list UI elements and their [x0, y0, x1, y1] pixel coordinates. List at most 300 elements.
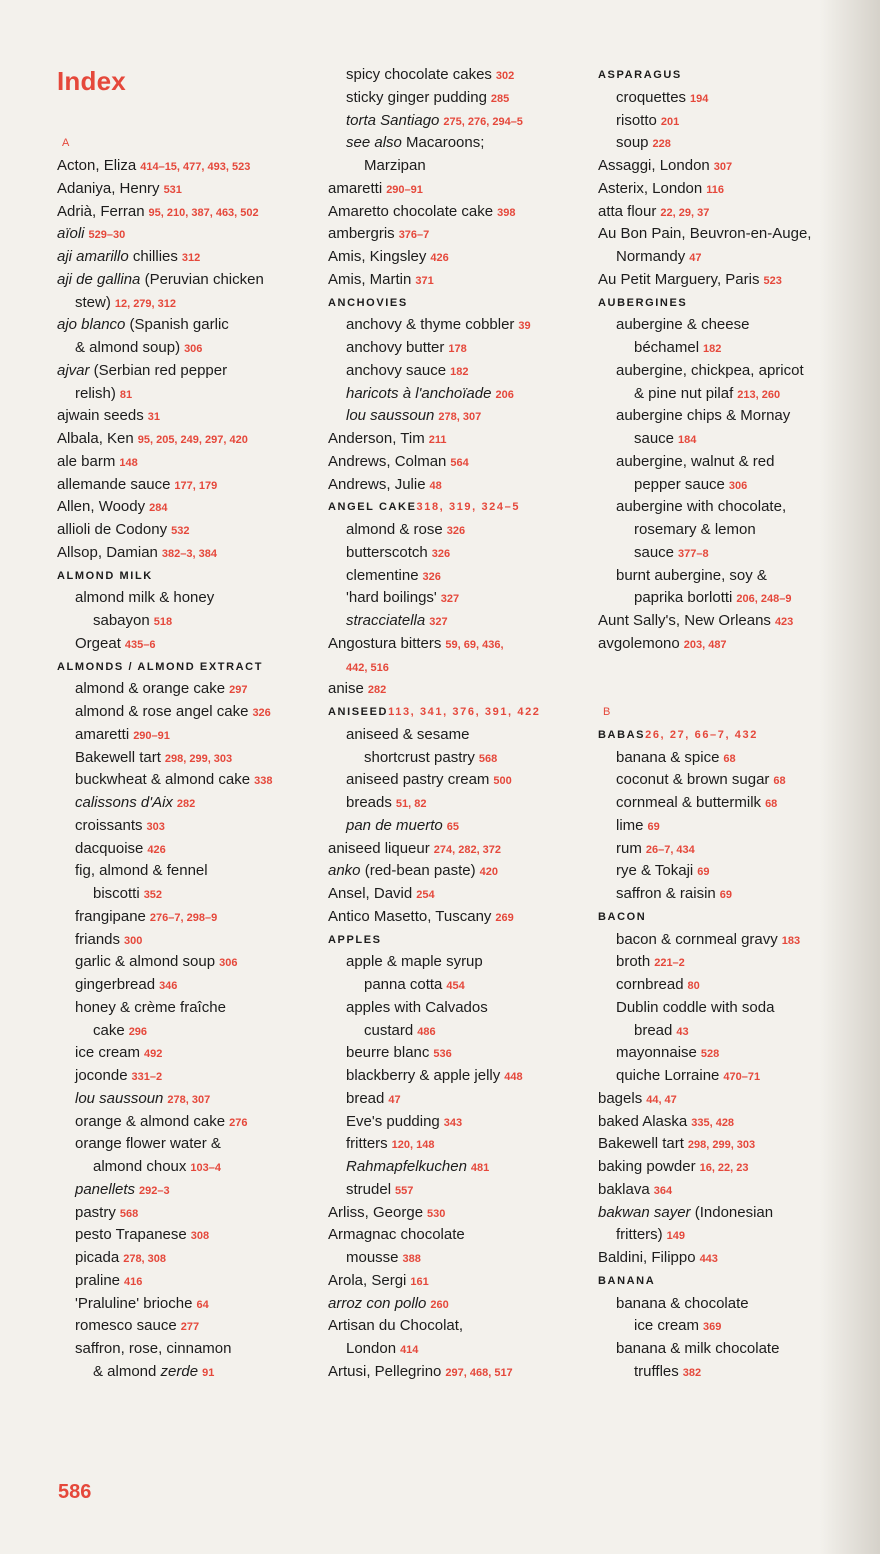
page-refs: 435–6 — [124, 638, 156, 651]
index-subentry — [598, 405, 868, 428]
page-refs: 48 — [429, 479, 442, 492]
page-refs: 486 — [417, 1025, 436, 1038]
entry-text: aniseed liqueur — [328, 839, 430, 857]
entry-text: beurre blanc — [346, 1044, 430, 1062]
index-subentry — [598, 132, 868, 155]
entry-text: sauce — [634, 430, 675, 447]
page-refs: 91 — [202, 1366, 215, 1379]
index-subentry — [328, 1338, 590, 1361]
index-subentry — [57, 1338, 319, 1361]
entry-text: aubergine chips & Mornay — [616, 407, 791, 425]
page-refs: 64 — [196, 1298, 209, 1311]
page-refs: 68 — [723, 752, 736, 765]
index-subentry — [598, 929, 868, 952]
page-refs: 22, 29, 37 — [660, 206, 710, 219]
index-entry — [598, 1111, 868, 1134]
index-subentry — [57, 1088, 319, 1111]
entry-text: 'hard boilings' — [346, 589, 437, 607]
entry-text: allemande sauce — [57, 475, 171, 493]
entry-text: orange flower water & — [75, 1135, 221, 1153]
index-entry — [57, 428, 319, 451]
entry-text: Andrews, Colman — [328, 452, 447, 470]
entry-text: panna cotta — [364, 976, 443, 993]
index-entry — [57, 246, 319, 269]
entry-text: saffron, rose, cinnamon — [75, 1340, 232, 1357]
entry-text: lou saussoun — [346, 407, 435, 425]
entry-text: aubergine, walnut & red — [616, 452, 775, 470]
entry-text: cake — [93, 1021, 125, 1039]
index-entry — [328, 1361, 590, 1384]
heading-text: BANANA — [598, 1274, 656, 1287]
entry-text: truffles — [634, 1362, 679, 1380]
entry-text: cornmeal & buttermilk — [616, 794, 762, 811]
index-subentry — [328, 565, 590, 588]
index-subentry — [328, 314, 590, 337]
heading-text: BACON — [598, 910, 647, 923]
page-refs: 116 — [706, 183, 724, 196]
entry-text: apple & maple syrup — [346, 953, 483, 971]
page-refs: 103–4 — [190, 1162, 221, 1174]
index-entry — [328, 883, 590, 906]
page-refs: 326 — [252, 707, 271, 719]
entry-text: Allen, Woody — [57, 498, 146, 516]
entry-text: Angostura bitters — [328, 634, 442, 652]
index-subentry — [57, 815, 319, 838]
entry-text: almond choux — [93, 1158, 187, 1175]
index-subentry — [57, 929, 319, 952]
index-entry — [328, 1315, 590, 1338]
entry-text: Bakewell tart — [75, 748, 161, 766]
entry-text: & almond soup) — [75, 339, 181, 356]
entry-text: fig, almond & fennel — [75, 862, 208, 880]
index-subentry — [328, 1133, 590, 1156]
index-entry — [57, 360, 319, 383]
entry-text: banana & spice — [616, 748, 720, 766]
entry-text: Antico Masetto, Tuscany — [328, 907, 492, 925]
index-subentry — [328, 360, 590, 383]
entry-text: shortcrust pastry — [364, 748, 475, 766]
index-subentry — [598, 383, 868, 406]
index-entry — [57, 451, 319, 474]
page-refs: 80 — [687, 980, 700, 992]
index-subentry — [598, 1224, 868, 1247]
entry-text: ajvar — [57, 361, 90, 379]
page-refs: 481 — [470, 1162, 490, 1174]
page-refs: 352 — [143, 889, 163, 901]
index-subentry — [328, 132, 590, 155]
index-subentry — [598, 951, 868, 974]
index-entry — [57, 201, 319, 224]
entry-text: pan de muerto — [346, 816, 443, 834]
entry-text: clementine — [346, 566, 419, 584]
index-subentry — [57, 678, 319, 701]
entry-text: ice cream — [75, 1044, 141, 1062]
page-refs: 300 — [124, 934, 143, 947]
index-subentry — [57, 1247, 319, 1270]
page-refs: 414–15, 477, 493, 523 — [140, 161, 251, 173]
page-refs: 282 — [367, 684, 387, 697]
entry-text: almond & orange cake — [75, 680, 226, 698]
entry-text: frangipane — [75, 907, 146, 925]
spacer — [598, 678, 868, 701]
page-refs: 423 — [774, 616, 794, 628]
page-refs: 282 — [176, 798, 196, 810]
index-subentry — [57, 792, 319, 815]
index-subentry — [57, 1361, 319, 1384]
page-refs: 201 — [660, 115, 680, 128]
index-subentry — [598, 587, 868, 610]
index-entry — [328, 474, 590, 497]
entry-text: pesto Trapanese — [75, 1226, 187, 1244]
index-entry — [598, 1156, 868, 1179]
page-refs: 277 — [180, 1321, 200, 1334]
index-subentry — [598, 1020, 868, 1043]
page-refs: 426 — [147, 843, 166, 856]
page-refs: 298, 299, 303 — [164, 752, 233, 765]
index-subentry — [57, 337, 319, 360]
index-subentry — [57, 906, 319, 929]
page-refs: 529–30 — [88, 229, 126, 242]
page-refs: 39 — [518, 320, 531, 333]
spacer — [598, 656, 868, 679]
index-entry — [598, 1133, 868, 1156]
index-subentry — [57, 860, 319, 883]
index-subentry — [328, 87, 590, 110]
page-refs: 326 — [446, 525, 466, 537]
page-refs: 500 — [493, 775, 512, 788]
page-refs: 69 — [647, 820, 660, 833]
page-refs: 26–7, 434 — [645, 843, 695, 856]
index-column-1 — [57, 64, 319, 1384]
entry-text: Amaretto chocolate cake — [328, 202, 494, 220]
index-subentry — [328, 951, 590, 974]
page-number: 586 — [58, 1481, 92, 1503]
index-column-3 — [598, 64, 868, 1384]
index-subentry — [598, 87, 868, 110]
index-subentry — [598, 246, 868, 269]
index-entry — [57, 496, 319, 519]
entry-text: Acton, Eliza — [57, 157, 137, 174]
page-refs: 528 — [700, 1048, 720, 1061]
page-refs: 420 — [479, 866, 498, 879]
entry-text: croissants — [75, 816, 143, 834]
entry-text: Allsop, Damian — [57, 543, 158, 561]
index-subentry — [57, 1156, 319, 1179]
index-subentry — [328, 64, 590, 87]
entry-text: zerde — [160, 1362, 199, 1380]
index-entry — [57, 223, 319, 246]
page-refs: 211 — [428, 434, 447, 446]
page-refs: 69 — [697, 866, 710, 879]
index-entry — [328, 1202, 590, 1225]
index-subentry — [598, 542, 868, 565]
page-refs: 148 — [119, 456, 138, 469]
index-subentry — [598, 1338, 868, 1361]
entry-text: broth — [616, 953, 651, 971]
page-refs: 442, 516 — [346, 661, 389, 674]
index-heading — [328, 496, 590, 519]
index-subentry — [57, 724, 319, 747]
page-refs: 297 — [229, 684, 248, 697]
entry-text: banana & milk chocolate — [616, 1340, 780, 1357]
page-refs: 416 — [124, 1275, 143, 1288]
spacer — [57, 110, 319, 133]
index-subentry — [57, 610, 319, 633]
entry-text: ajwain seeds — [57, 407, 144, 425]
entry-text: 'Praluline' brioche — [75, 1294, 193, 1312]
entry-text: almond & rose — [346, 521, 443, 538]
index-entry — [328, 860, 590, 883]
entry-text: stew) — [75, 293, 111, 311]
index-heading — [328, 929, 590, 952]
entry-text: relish) — [75, 384, 116, 402]
entry-text: coconut & brown sugar — [616, 771, 770, 789]
entry-text: Adaniya, Henry — [57, 179, 160, 197]
index-subentry — [328, 792, 590, 815]
entry-text: Artusi, Pellegrino — [328, 1362, 442, 1380]
entry-text: garlic & almond soup — [75, 953, 216, 971]
page-refs: 178 — [448, 343, 467, 355]
index-subentry — [328, 110, 590, 133]
entry-text: Normandy — [616, 248, 686, 265]
spacer — [57, 64, 319, 87]
index-entry — [57, 542, 319, 565]
index-subentry — [57, 587, 319, 610]
entry-text: Marzipan — [364, 157, 426, 174]
entry-text: lime — [616, 816, 644, 834]
entry-text: ambergris — [328, 225, 395, 243]
index-subentry — [598, 428, 868, 451]
index-subentry — [57, 701, 319, 724]
page-refs: 376–7 — [398, 229, 430, 242]
entry-text: buckwheat & almond cake — [75, 771, 251, 789]
index-subentry — [598, 747, 868, 770]
page-refs: 290–91 — [133, 729, 170, 742]
entry-text: soup — [616, 134, 649, 152]
index-entry — [57, 519, 319, 542]
index-subentry — [598, 792, 868, 815]
entry-text: Au Bon Pain, Beuvron-en-Auge, — [598, 225, 812, 243]
index-subentry — [598, 519, 868, 542]
entry-text: Orgeat — [75, 634, 121, 652]
page-refs: 276 — [229, 1116, 248, 1129]
page-refs: 298, 299, 303 — [687, 1139, 756, 1152]
page-refs: 43 — [676, 1025, 689, 1038]
page-refs: 206 — [495, 388, 514, 401]
page-refs: 149 — [666, 1230, 686, 1243]
entry-text: aniseed pastry cream — [346, 771, 490, 789]
entry-text: amaretti — [75, 725, 130, 743]
page-refs: 161 — [410, 1275, 429, 1288]
entry-text: mousse — [346, 1249, 399, 1266]
entry-text: rye & Tokaji — [616, 862, 694, 880]
entry-text: custard — [364, 1021, 414, 1039]
entry-text: haricots à l'anchoïade — [346, 384, 492, 402]
entry-text: paprika borlotti — [634, 589, 733, 607]
index-subentry — [57, 769, 319, 792]
entry-text: ale barm — [57, 452, 116, 470]
index-subentry — [598, 110, 868, 133]
index-subentry — [598, 474, 868, 497]
entry-text: fritters — [346, 1135, 388, 1153]
entry-text: calissons d'Aix — [75, 794, 173, 811]
index-entry — [598, 1247, 868, 1270]
entry-text: ice cream — [634, 1317, 700, 1335]
page-refs: 285 — [490, 92, 510, 105]
entry-text: aji de gallina — [57, 270, 141, 288]
entry-text: friands — [75, 930, 121, 948]
index-entry — [57, 155, 319, 178]
entry-text: risotto — [616, 111, 657, 129]
entry-text: Macaroons; — [401, 134, 485, 152]
page-refs: 335, 428 — [691, 1116, 735, 1129]
entry-text: orange & almond cake — [75, 1112, 226, 1130]
index-entry — [328, 223, 590, 246]
index-entry — [57, 178, 319, 201]
entry-text: avgolemono — [598, 634, 680, 652]
index-entry — [598, 633, 868, 656]
entry-text: anchovy butter — [346, 339, 445, 356]
index-heading — [57, 656, 319, 679]
index-subentry — [57, 1042, 319, 1065]
index-entry — [328, 201, 590, 224]
page-refs: 47 — [388, 1093, 401, 1106]
page-refs: 276–7, 298–9 — [149, 911, 218, 924]
index-subentry — [57, 1133, 319, 1156]
entry-text: baklava — [598, 1180, 650, 1198]
page-refs: 312 — [181, 252, 201, 264]
index-subentry — [598, 860, 868, 883]
page-refs: 120, 148 — [391, 1139, 435, 1152]
page-refs: 95, 205, 249, 297, 420 — [137, 434, 248, 446]
page-refs: 284 — [149, 502, 168, 515]
page-refs: 382–3, 384 — [161, 547, 217, 560]
index-subentry — [598, 997, 868, 1020]
page-refs: 306 — [728, 479, 748, 492]
entry-text: rum — [616, 839, 642, 857]
heading-text: ASPARAGUS — [598, 69, 682, 81]
page-refs: 47 — [689, 252, 702, 264]
index-heading — [598, 724, 868, 747]
entry-text: quiche Lorraine — [616, 1067, 720, 1084]
heading-text: ALMOND MILK — [57, 569, 153, 582]
index-heading — [598, 292, 868, 315]
index-subentry — [328, 519, 590, 542]
page-refs: 568 — [478, 752, 498, 765]
entry-text: (Serbian red pepper — [89, 361, 228, 379]
page-refs: 95, 210, 387, 463, 502 — [148, 206, 259, 219]
page-refs: 382 — [682, 1366, 702, 1379]
page-refs: 68 — [765, 798, 778, 810]
index-entry — [598, 201, 868, 224]
index-subentry — [57, 1111, 319, 1134]
page-refs: 532 — [171, 525, 190, 537]
entry-text: stracciatella — [346, 612, 426, 629]
entry-text: Au Petit Marguery, Paris — [598, 270, 760, 288]
page-refs: 557 — [395, 1184, 414, 1197]
index-column-2 — [328, 64, 590, 1384]
entry-text: Amis, Kingsley — [328, 248, 427, 265]
entry-text: Artisan du Chocolat, — [328, 1317, 464, 1335]
index-subentry — [598, 769, 868, 792]
entry-text: breads — [346, 794, 392, 811]
index-subentry — [598, 1315, 868, 1338]
index-subentry — [57, 1293, 319, 1316]
index-heading — [598, 906, 868, 929]
entry-text: almond & rose angel cake — [75, 703, 249, 720]
heading-text: APPLES — [328, 933, 382, 946]
index-entry — [328, 678, 590, 701]
entry-text: aji amarillo — [57, 248, 129, 265]
page-refs: 346 — [159, 980, 178, 992]
index-subentry — [328, 383, 590, 406]
index-subentry — [598, 838, 868, 861]
page-refs: 51, 82 — [395, 798, 427, 810]
index-entry — [57, 314, 319, 337]
entry-text: Albala, Ken — [57, 430, 134, 447]
index-subentry — [598, 1361, 868, 1384]
page-refs: 26, 27, 66–7, 432 — [645, 728, 758, 741]
index-subentry — [57, 997, 319, 1020]
entry-text: Arola, Sergi — [328, 1271, 407, 1289]
entry-text: bread — [346, 1089, 385, 1107]
index-subentry — [57, 1270, 319, 1293]
entry-text: arroz con pollo — [328, 1294, 427, 1312]
entry-text: baking powder — [598, 1158, 696, 1175]
page-refs: 206, 248–9 — [736, 593, 792, 606]
entry-text: (Peruvian chicken — [140, 270, 264, 288]
page-refs: 184 — [678, 434, 697, 446]
page-refs: 254 — [416, 889, 435, 901]
page-refs: 530 — [427, 1207, 446, 1220]
index-entry — [328, 428, 590, 451]
index-subentry — [57, 747, 319, 770]
page-refs: 343 — [443, 1116, 463, 1129]
index-subentry — [57, 838, 319, 861]
page-refs: 302 — [495, 70, 515, 82]
page-refs: 443 — [699, 1253, 718, 1265]
index-entry — [328, 269, 590, 292]
entry-text: burnt aubergine, soy & — [616, 566, 767, 584]
entry-text: sticky ginger pudding — [346, 88, 487, 106]
index-entry — [328, 178, 590, 201]
page-refs: 564 — [450, 456, 469, 469]
entry-text: blackberry & apple jelly — [346, 1067, 501, 1084]
entry-text: mayonnaise — [616, 1044, 697, 1062]
page-refs: 377–8 — [678, 547, 709, 560]
page-refs: 454 — [446, 980, 465, 992]
index-entry — [57, 269, 319, 292]
page-refs: 326 — [422, 570, 441, 583]
index-entry — [328, 246, 590, 269]
index-subentry — [328, 997, 590, 1020]
index-subentry — [328, 1065, 590, 1088]
index-entry — [328, 838, 590, 861]
page-refs: 31 — [147, 411, 160, 424]
entry-text: Dublin coddle with soda — [616, 998, 775, 1016]
entry-text: strudel — [346, 1180, 392, 1198]
entry-text: panellets — [75, 1180, 136, 1198]
page-refs: 182 — [450, 365, 469, 378]
index-subentry — [328, 1156, 590, 1179]
entry-text: aubergine & cheese — [616, 316, 750, 334]
spacer — [57, 87, 319, 110]
entry-text: praline — [75, 1271, 121, 1289]
heading-text: AUBERGINES — [598, 296, 688, 309]
index-subentry — [57, 383, 319, 406]
page-refs: 492 — [144, 1048, 163, 1061]
entry-text: banana & chocolate — [616, 1294, 749, 1312]
